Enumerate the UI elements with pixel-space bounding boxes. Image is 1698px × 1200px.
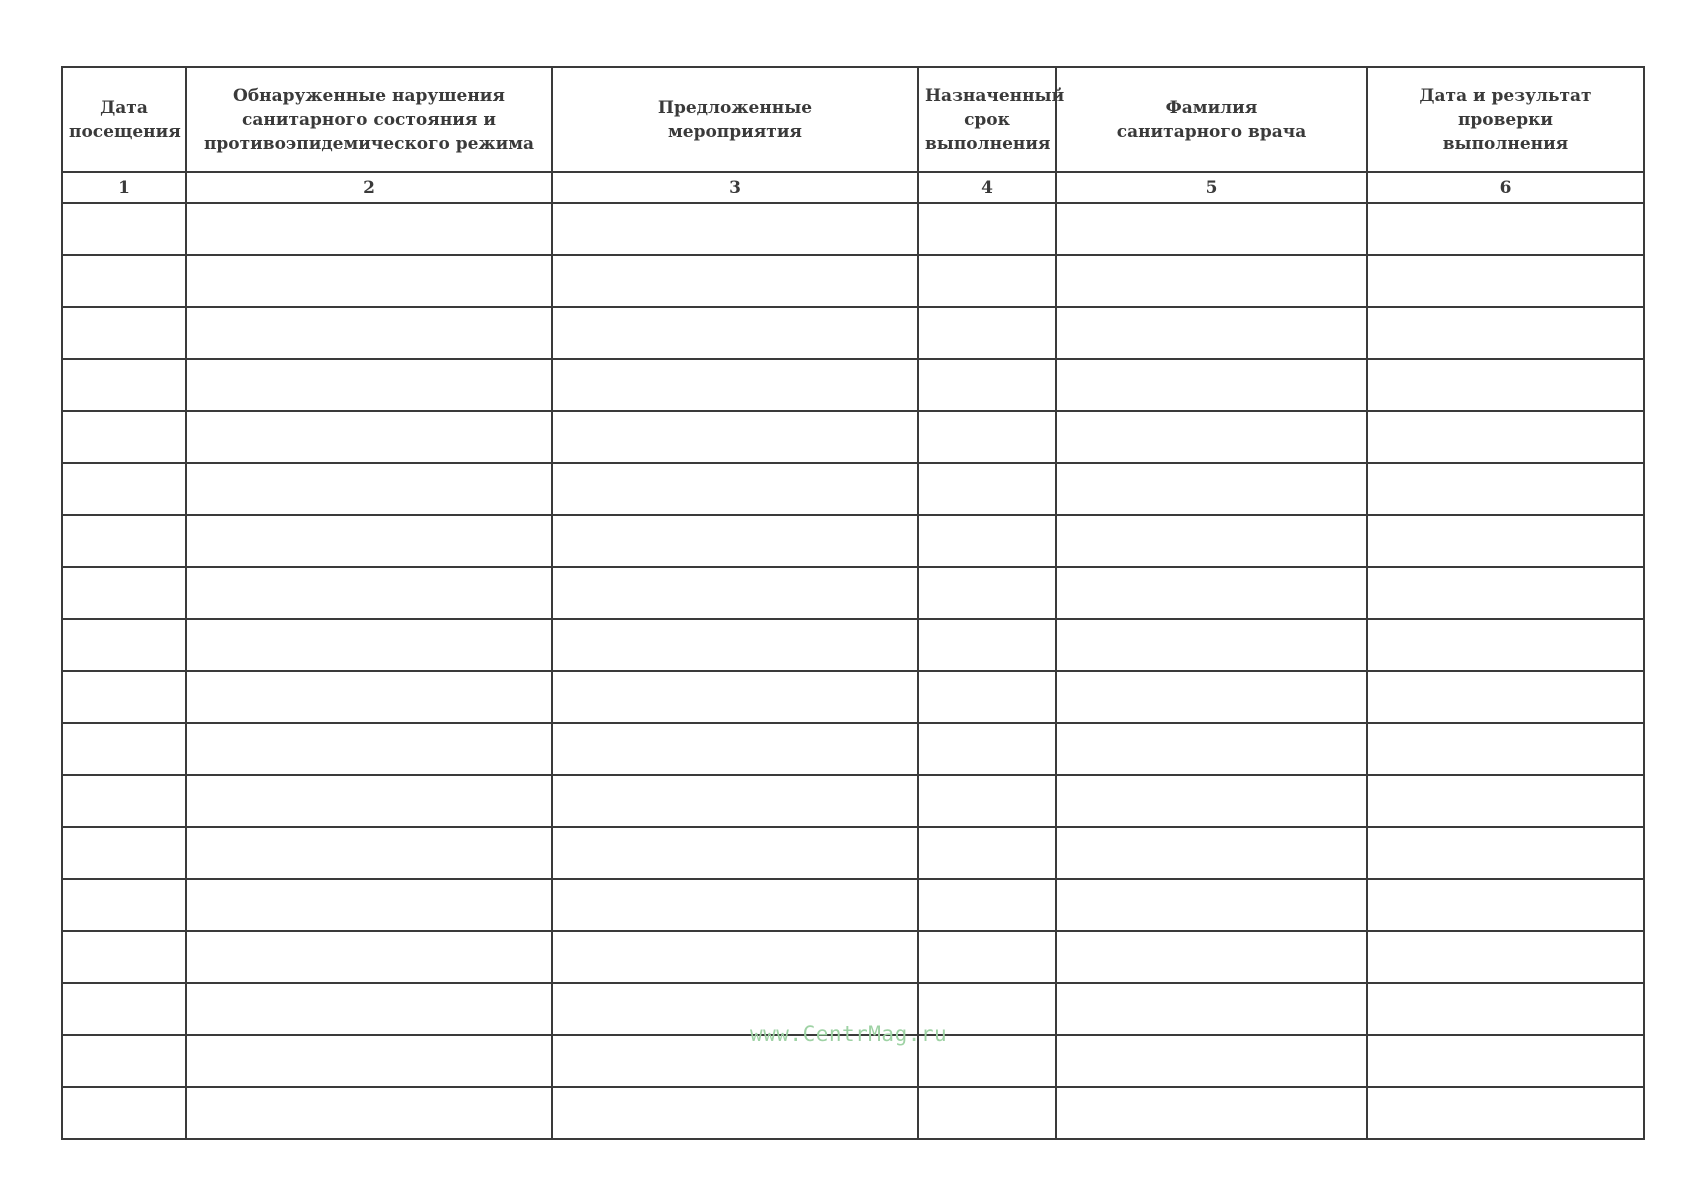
table-cell[interactable]	[552, 827, 918, 879]
table-cell[interactable]	[918, 463, 1056, 515]
table-cell[interactable]	[552, 567, 918, 619]
table-cell[interactable]	[186, 515, 552, 567]
table-cell[interactable]	[186, 463, 552, 515]
table-cell[interactable]	[552, 203, 918, 255]
table-cell[interactable]	[1367, 203, 1644, 255]
table-row	[62, 723, 1644, 775]
column-number: 4	[918, 172, 1056, 203]
table-cell[interactable]	[186, 931, 552, 983]
table-cell[interactable]	[918, 671, 1056, 723]
table-cell[interactable]	[1367, 515, 1644, 567]
table-cell[interactable]	[1056, 567, 1367, 619]
table-cell[interactable]	[918, 411, 1056, 463]
table-cell[interactable]	[1367, 255, 1644, 307]
table-cell[interactable]	[1056, 983, 1367, 1035]
table-row	[62, 1087, 1644, 1139]
table-cell[interactable]	[918, 775, 1056, 827]
table-cell[interactable]	[186, 775, 552, 827]
table-cell[interactable]	[552, 359, 918, 411]
table-row	[62, 463, 1644, 515]
table-cell[interactable]	[62, 723, 186, 775]
table-cell[interactable]	[1056, 515, 1367, 567]
table-cell[interactable]	[1367, 463, 1644, 515]
table-cell[interactable]	[1367, 619, 1644, 671]
table-cell[interactable]	[186, 203, 552, 255]
table-cell[interactable]	[1056, 671, 1367, 723]
table-cell[interactable]	[918, 307, 1056, 359]
column-number: 3	[552, 172, 918, 203]
table-cell[interactable]	[62, 359, 186, 411]
column-number: 6	[1367, 172, 1644, 203]
table-cell[interactable]	[62, 931, 186, 983]
table-row	[62, 671, 1644, 723]
table-cell[interactable]	[186, 1087, 552, 1139]
table-cell[interactable]	[62, 671, 186, 723]
column-number: 1	[62, 172, 186, 203]
header-check-result: Дата и результат проверки выполнения	[1367, 67, 1644, 172]
table-cell[interactable]	[1367, 775, 1644, 827]
table-cell[interactable]	[186, 307, 552, 359]
table-cell[interactable]	[62, 775, 186, 827]
table-cell[interactable]	[918, 567, 1056, 619]
table-cell[interactable]	[62, 411, 186, 463]
column-number: 5	[1056, 172, 1367, 203]
header-visit-date: Дата посещения	[62, 67, 186, 172]
table-cell[interactable]	[1056, 775, 1367, 827]
table-cell[interactable]	[552, 619, 918, 671]
table-cell[interactable]	[1367, 827, 1644, 879]
table-cell[interactable]	[186, 1035, 552, 1087]
table-cell[interactable]	[552, 255, 918, 307]
table-cell[interactable]	[918, 1087, 1056, 1139]
table-cell[interactable]	[1367, 359, 1644, 411]
table-cell[interactable]	[1056, 203, 1367, 255]
table-cell[interactable]	[62, 255, 186, 307]
table-cell[interactable]	[186, 723, 552, 775]
table-row	[62, 411, 1644, 463]
table-row	[62, 619, 1644, 671]
table-cell[interactable]	[62, 879, 186, 931]
table-cell[interactable]	[1056, 1035, 1367, 1087]
table-cell[interactable]	[552, 463, 918, 515]
table-row	[62, 307, 1644, 359]
table-cell[interactable]	[62, 1035, 186, 1087]
table-cell[interactable]	[1367, 1035, 1644, 1087]
table-cell[interactable]	[552, 879, 918, 931]
table-cell[interactable]	[918, 619, 1056, 671]
table-cell[interactable]	[1367, 879, 1644, 931]
table-cell[interactable]	[62, 307, 186, 359]
table-row	[62, 827, 1644, 879]
table-cell[interactable]	[186, 255, 552, 307]
table-row	[62, 567, 1644, 619]
table-cell[interactable]	[62, 827, 186, 879]
table-cell[interactable]	[186, 671, 552, 723]
header-proposed-measures: Предложенные мероприятия	[552, 67, 918, 172]
table-cell[interactable]	[186, 619, 552, 671]
table-cell[interactable]	[1367, 1087, 1644, 1139]
column-number-row	[62, 172, 1644, 203]
table-cell[interactable]	[186, 359, 552, 411]
table-cell[interactable]	[552, 723, 918, 775]
table-cell[interactable]	[186, 983, 552, 1035]
watermark-text: www.CentrMag.ru	[750, 1022, 948, 1046]
journal-sheet	[61, 66, 1643, 1140]
table-cell[interactable]	[1056, 723, 1367, 775]
header-doctor-surname: Фамилия санитарного врача	[1056, 67, 1367, 172]
header-deadline: Назначенный срок выполнения	[918, 67, 1056, 172]
table-cell[interactable]	[552, 931, 918, 983]
table-cell[interactable]	[918, 515, 1056, 567]
table-cell[interactable]	[62, 463, 186, 515]
table-cell[interactable]	[62, 203, 186, 255]
table-cell[interactable]	[186, 827, 552, 879]
table-row	[62, 359, 1644, 411]
table-cell[interactable]	[918, 931, 1056, 983]
table-cell[interactable]	[1367, 671, 1644, 723]
table-cell[interactable]	[1056, 307, 1367, 359]
table-cell[interactable]	[186, 879, 552, 931]
table-cell[interactable]	[1056, 879, 1367, 931]
table-cell[interactable]	[62, 567, 186, 619]
table-cell[interactable]	[62, 983, 186, 1035]
column-number: 2	[186, 172, 552, 203]
table-cell[interactable]	[1056, 931, 1367, 983]
table-row	[62, 515, 1644, 567]
table-row	[62, 879, 1644, 931]
table-cell[interactable]	[62, 619, 186, 671]
table-cell[interactable]	[1056, 463, 1367, 515]
table-cell[interactable]	[62, 515, 186, 567]
table-cell[interactable]	[918, 827, 1056, 879]
table-cell[interactable]	[1367, 411, 1644, 463]
table-cell[interactable]	[1056, 411, 1367, 463]
table-cell[interactable]	[1056, 1087, 1367, 1139]
table-row	[62, 775, 1644, 827]
table-cell[interactable]	[552, 307, 918, 359]
table-row	[62, 255, 1644, 307]
table-cell[interactable]	[552, 775, 918, 827]
table-cell[interactable]	[552, 671, 918, 723]
table-cell[interactable]	[918, 203, 1056, 255]
table-cell[interactable]	[918, 359, 1056, 411]
table-cell[interactable]	[1367, 983, 1644, 1035]
table-cell[interactable]	[1056, 359, 1367, 411]
table-row	[62, 203, 1644, 255]
table-cell[interactable]	[1056, 255, 1367, 307]
table-cell[interactable]	[186, 411, 552, 463]
table-cell[interactable]	[552, 411, 918, 463]
sanitary-inspection-table	[61, 66, 1645, 1140]
table-cell[interactable]	[552, 515, 918, 567]
table-cell[interactable]	[1367, 567, 1644, 619]
table-cell[interactable]	[186, 567, 552, 619]
table-cell[interactable]	[1056, 827, 1367, 879]
table-cell[interactable]	[62, 1087, 186, 1139]
table-cell[interactable]	[1056, 619, 1367, 671]
header-row	[62, 67, 1644, 172]
table-cell[interactable]	[1367, 931, 1644, 983]
table-cell[interactable]	[1367, 723, 1644, 775]
table-cell[interactable]	[918, 255, 1056, 307]
table-cell[interactable]	[1367, 307, 1644, 359]
table-cell[interactable]	[552, 1087, 918, 1139]
table-cell[interactable]	[918, 723, 1056, 775]
table-cell[interactable]	[918, 879, 1056, 931]
table-row	[62, 931, 1644, 983]
header-violations-found: Обнаруженные нарушения санитарного состояния и противоэпидемического режима	[186, 67, 552, 172]
